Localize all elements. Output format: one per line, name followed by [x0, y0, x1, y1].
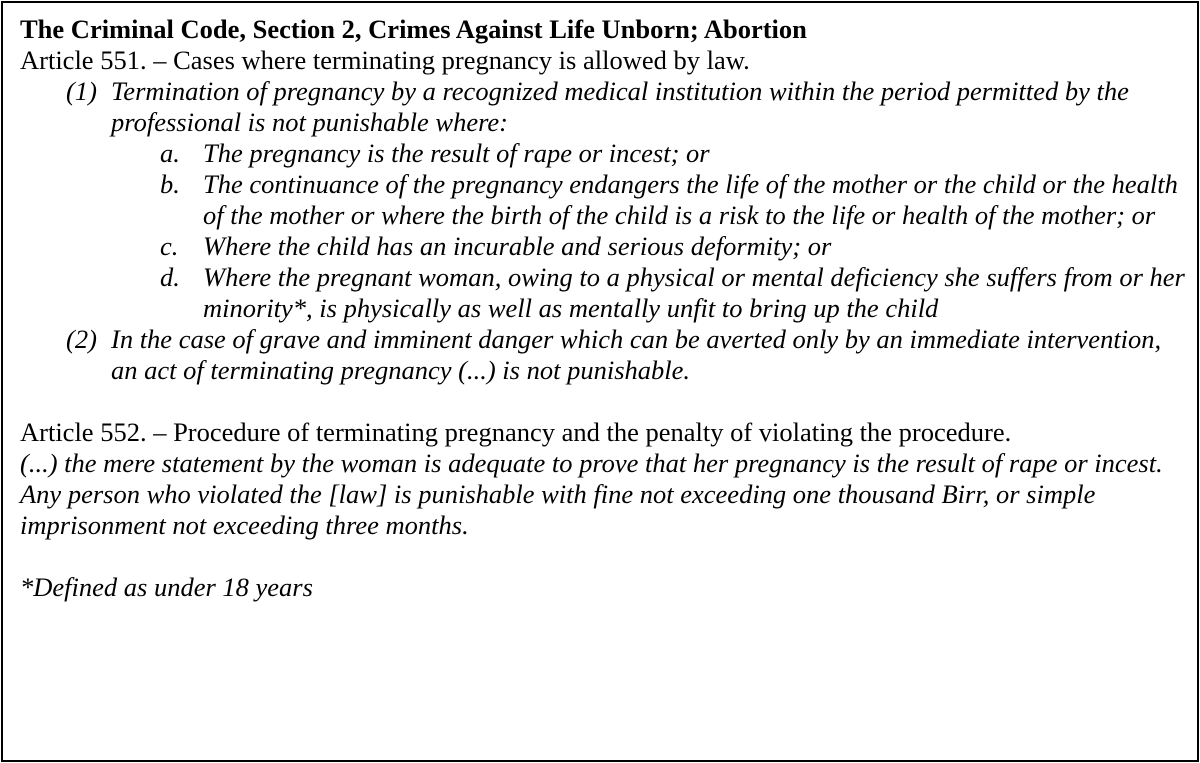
sub-item-a	[20, 138, 1190, 169]
article-552-body: (...) the mere statement by the woman is adequate to prove that her pregnancy is the result of rape or incest. Any person who violated the [law] is punishable with fine not exceeding one thousand Birr, or simple imprisonment not exceeding three months.	[20, 448, 1163, 540]
sub-item-text: The pregnancy is the result of rape or incest; or	[203, 138, 710, 168]
sub-item-marker: d.	[160, 262, 180, 292]
item-marker: (2)	[66, 324, 97, 354]
article-551-item-1	[20, 76, 1190, 138]
article-552-heading: Article 552. – Procedure of terminating pregnancy and the penalty of violating the procedure.	[20, 417, 1012, 447]
sub-item-c	[20, 231, 1190, 262]
sub-item-d	[20, 262, 1190, 324]
footnote: *Defined as under 18 years	[20, 572, 313, 602]
item-text: In the case of grave and imminent danger which can be averted only by an immediate intervention, an act of terminating pregnancy (...) is not punishable.	[111, 324, 1162, 385]
sub-item-marker: a.	[160, 138, 180, 168]
document-title: The Criminal Code, Section 2, Crimes Against Life Unborn; Abortion	[20, 14, 807, 44]
spacer	[20, 386, 1190, 417]
sub-item-b	[20, 169, 1190, 231]
sub-item-text: Where the pregnant woman, owing to a physical or mental deficiency she suffers from or her minority*, is physically as well as mentally unfit to bring up the child	[203, 262, 1185, 323]
article-551-item-2	[20, 324, 1190, 386]
item-marker: (1)	[66, 76, 97, 106]
article-551-sublist	[20, 138, 1190, 324]
sub-item-marker: b.	[160, 169, 180, 199]
item-text: Termination of pregnancy by a recognized medical institution within the period permitted by the professional is not punishable where:	[111, 76, 1129, 137]
spacer	[20, 541, 1190, 572]
document-body	[20, 14, 1190, 603]
article-551-heading: Article 551. – Cases where terminating pregnancy is allowed by law.	[20, 45, 750, 75]
sub-item-text: The continuance of the pregnancy endangers the life of the mother or the child or the health of the mother or where the birth of the child is a risk to the life or health of the mother; or	[203, 169, 1178, 230]
sub-item-marker: c.	[160, 231, 179, 261]
sub-item-text: Where the child has an incurable and serious deformity; or	[203, 231, 832, 261]
